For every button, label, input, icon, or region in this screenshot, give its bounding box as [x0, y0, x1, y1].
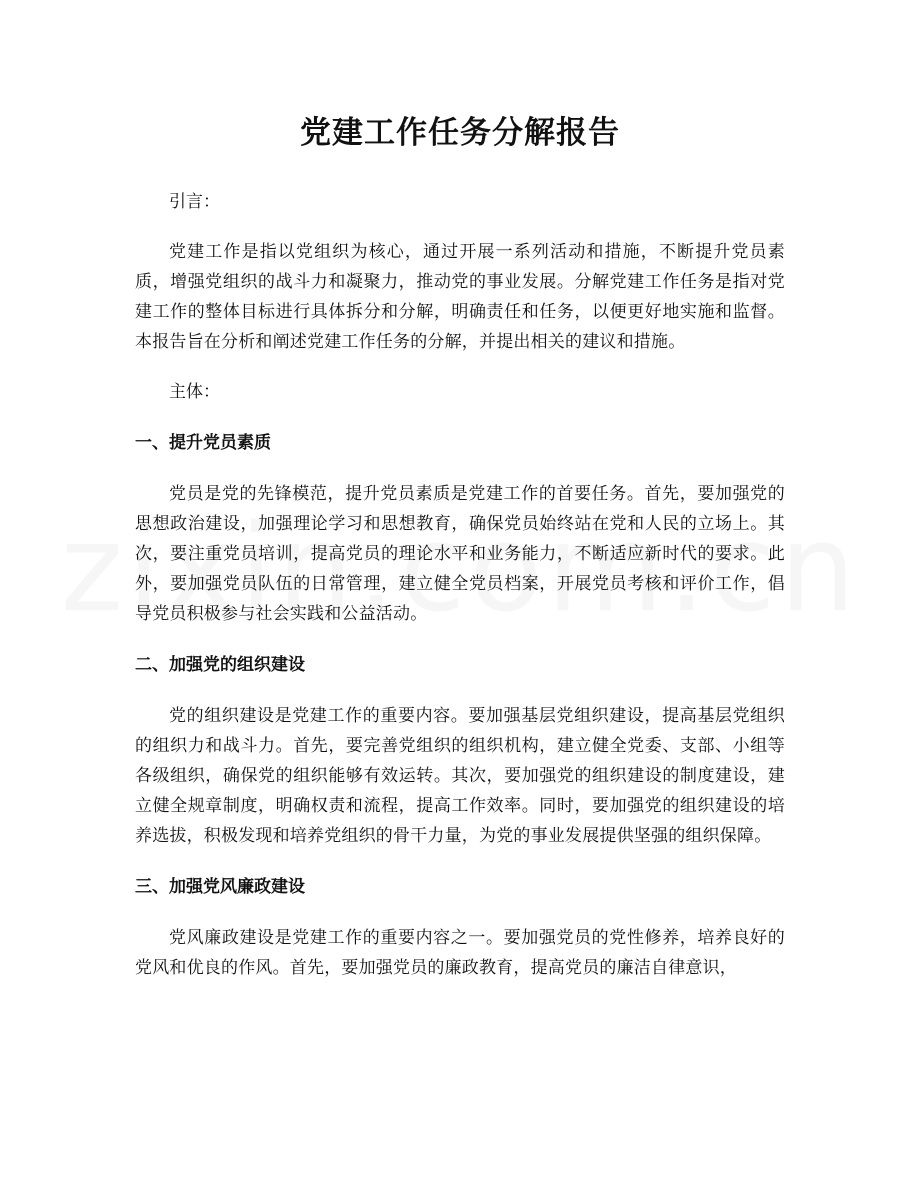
- body-label: 主体：: [169, 382, 220, 402]
- section-heading-2: 二、加强党的组织建设: [135, 655, 305, 675]
- section-paragraph-2: 党的组织建设是党建工作的重要内容。要加强基层党组织建设，提高基层党组织的组织力和战斗力。首先，要完善党组织的组织机构，建立健全党委、支部、小组等各级组织，确保党的组织能够有效运转。其次，要加强党的组织建设的制度建设，建立健全规章制度，明确权责和流程，提高工作效率。同时，要加强党的组织建设的培养选拔，积极发现和培养党组织的骨干力量，为党的事业发展提供坚强的组织保障。: [135, 706, 785, 846]
- section-paragraph-3: 党风廉政建设是党建工作的重要内容之一。要加强党员的党性修养，培养良好的党风和优良的作风。首先，要加强党员的廉政教育，提高党员的廉洁自律意识，: [135, 928, 785, 978]
- section-paragraph-1: 党员是党的先锋模范，提升党员素质是党建工作的首要任务。首先，要加强党的思想政治建设，加强理论学习和思想教育，确保党员始终站在党和人民的立场上。其次，要注重党员培训，提高党员的理论水平和业务能力，不断适应新时代的要求。此外，要加强党员队伍的日常管理，建立健全党员档案，开展党员考核和评价工作，倡导党员积极参与社会实践和公益活动。: [135, 484, 785, 624]
- document-title: 党建工作任务分解报告: [300, 115, 620, 151]
- section-heading-1: 一、提升党员素质: [135, 433, 271, 453]
- intro-paragraph: 党建工作是指以党组织为核心，通过开展一系列活动和措施，不断提升党员素质，增强党组织的战斗力和凝聚力，推动党的事业发展。分解党建工作任务是指对党建工作的整体目标进行具体拆分和分解，明确责任和任务，以便更好地实施和监督。本报告旨在分析和阐述党建工作任务的分解，并提出相关的建议和措施。: [135, 242, 785, 352]
- intro-label: 引言：: [169, 192, 220, 212]
- section-heading-3: 三、加强党风廉政建设: [135, 877, 305, 897]
